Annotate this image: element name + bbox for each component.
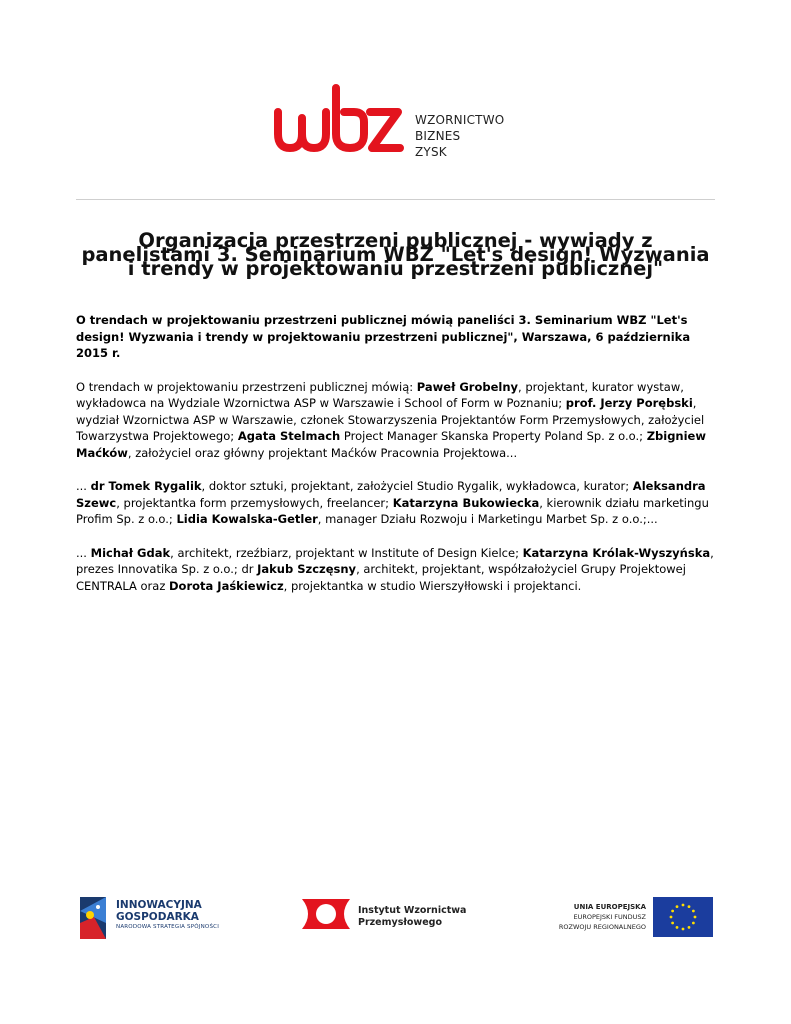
eu-star-icon bbox=[692, 910, 695, 913]
person-name: Jakub Szczęsny bbox=[257, 562, 357, 576]
ue-line-2: EUROPEJSKI FUNDUSZ bbox=[573, 913, 646, 921]
iwp-wordmark bbox=[358, 905, 466, 929]
text-run: , doktor sztuki, projektant, założyciel Studio Rygalik, wykładowca, kurator; bbox=[201, 479, 633, 493]
header-divider bbox=[76, 199, 715, 200]
ig-line-2: GOSPODARKA bbox=[116, 911, 199, 923]
text-run: , wydział Wzornictwa ASP w Warszawie, członek Stowarzyszenia Projektantów Form Przemysłowych, założyciel Towarzystwa Projektowego; bbox=[76, 396, 705, 443]
ig-wordmark bbox=[116, 899, 219, 931]
person-name: Michał Gdak bbox=[90, 545, 171, 560]
text-run: O trendach w projektowaniu przestrzeni publicznej mówią: bbox=[76, 379, 417, 394]
ue-line-3: ROZWOJU REGIONALNEGO bbox=[558, 923, 646, 931]
logo-line-2: BIZNES bbox=[415, 129, 461, 143]
eu-star-icon bbox=[671, 922, 674, 925]
person-name: Zbigniew Maćków bbox=[76, 429, 706, 460]
paragraph-1 bbox=[76, 379, 716, 462]
text-run: , założyciel oraz główny projektant Maćków Pracownia Projektowa... bbox=[127, 445, 518, 460]
person-name: dr Tomek Rygalik bbox=[90, 479, 202, 493]
instytut-wzornictwa-logo bbox=[302, 899, 482, 935]
unia-europejska-logo bbox=[546, 897, 716, 941]
paragraph-3 bbox=[76, 545, 716, 595]
ig-emblem-icon bbox=[76, 893, 110, 943]
text-run: ... bbox=[76, 479, 91, 493]
text-run: ... bbox=[76, 545, 91, 560]
article-lead: O trendach w projektowaniu przestrzeni publicznej mówią paneliści 3. Seminarium WBZ "Let's design! Wyzwania i trendy w projektowaniu przestrzeni publicznej", Warszawa, 6 października 2015 r. bbox=[76, 313, 691, 360]
innowacyjna-gospodarka-logo bbox=[76, 893, 236, 945]
ue-wordmark bbox=[546, 902, 646, 932]
eu-star-icon bbox=[676, 926, 679, 929]
article-body bbox=[76, 312, 716, 611]
person-name: Aleksandra Szewc bbox=[76, 479, 706, 510]
eu-star-icon bbox=[688, 905, 691, 908]
eu-star-icon bbox=[694, 916, 697, 919]
text-run: , projektantka w studio Wierszyłłowski i projektanci. bbox=[283, 578, 582, 593]
person-name: Paweł Grobelny bbox=[416, 379, 519, 394]
iwp-line-1: Instytut Wzornictwa bbox=[358, 905, 467, 916]
sponsor-footer bbox=[0, 885, 791, 955]
eu-star-icon bbox=[682, 904, 685, 907]
logo-line-1: WZORNICTWO bbox=[415, 113, 505, 127]
wbz-logo-mark-icon bbox=[272, 82, 407, 162]
iwp-emblem-icon bbox=[302, 899, 350, 929]
eu-star-icon bbox=[671, 910, 674, 913]
page-title: Organizacja przestrzeni publicznej - wywiady z panelistami 3. Seminarium WBZ "Let's design! Wyzwania i trendy w projektowaniu przestrzeni publicznej" bbox=[81, 229, 710, 280]
eu-star-icon bbox=[670, 916, 673, 919]
text-run: , kierownik działu marketingu Profim Sp. z o.o.; bbox=[76, 495, 709, 526]
person-name: Dorota Jaśkiewicz bbox=[169, 578, 284, 593]
person-name: Lidia Kowalska-Getler bbox=[176, 512, 318, 526]
ig-line-3: NARODOWA STRATEGIA SPÓJNOŚCI bbox=[116, 924, 220, 930]
paragraph-2 bbox=[76, 478, 716, 528]
person-name: Agata Stelmach bbox=[237, 429, 341, 443]
logo-line-3: ZYSK bbox=[415, 145, 447, 159]
wbz-logo bbox=[272, 82, 532, 162]
text-run: , prezes Innovatika Sp. z o.o.; dr bbox=[76, 545, 714, 576]
person-name: Katarzyna Królak-Wyszyńska bbox=[522, 545, 711, 560]
ue-line-1: UNIA EUROPEJSKA bbox=[573, 903, 646, 911]
eu-star-icon bbox=[682, 928, 685, 931]
logo-wordmark bbox=[415, 112, 504, 160]
text-run: , projektant, kurator wystaw, wykładowca na Wydziale Wzornictwa ASP w Warszawie i School of Form w Poznaniu; bbox=[76, 379, 684, 410]
eu-stars-icon bbox=[653, 897, 713, 937]
text-run: , architekt, rzeźbiarz, projektant w Institute of Design Kielce; bbox=[170, 545, 523, 560]
person-name: Katarzyna Bukowiecka bbox=[392, 495, 540, 510]
text-run: Project Manager Skanska Property Poland Sp. z o.o.; bbox=[340, 429, 647, 443]
text-run: , projektantka form przemysłowych, freelancer; bbox=[116, 495, 393, 510]
person-name: prof. Jerzy Porębski bbox=[565, 396, 693, 410]
text-run: , architekt, projektant, współzałożyciel Grupy Projektowej CENTRALA oraz bbox=[76, 562, 686, 593]
iwp-line-2: Przemysłowego bbox=[358, 917, 442, 928]
eu-flag-icon bbox=[653, 897, 713, 937]
eu-star-icon bbox=[692, 922, 695, 925]
eu-star-icon bbox=[676, 905, 679, 908]
eu-star-icon bbox=[688, 926, 691, 929]
ig-line-1: INNOWACYJNA bbox=[116, 899, 202, 911]
text-run: , manager Działu Rozwoju i Marketingu Marbet Sp. z o.o.;... bbox=[317, 512, 658, 526]
